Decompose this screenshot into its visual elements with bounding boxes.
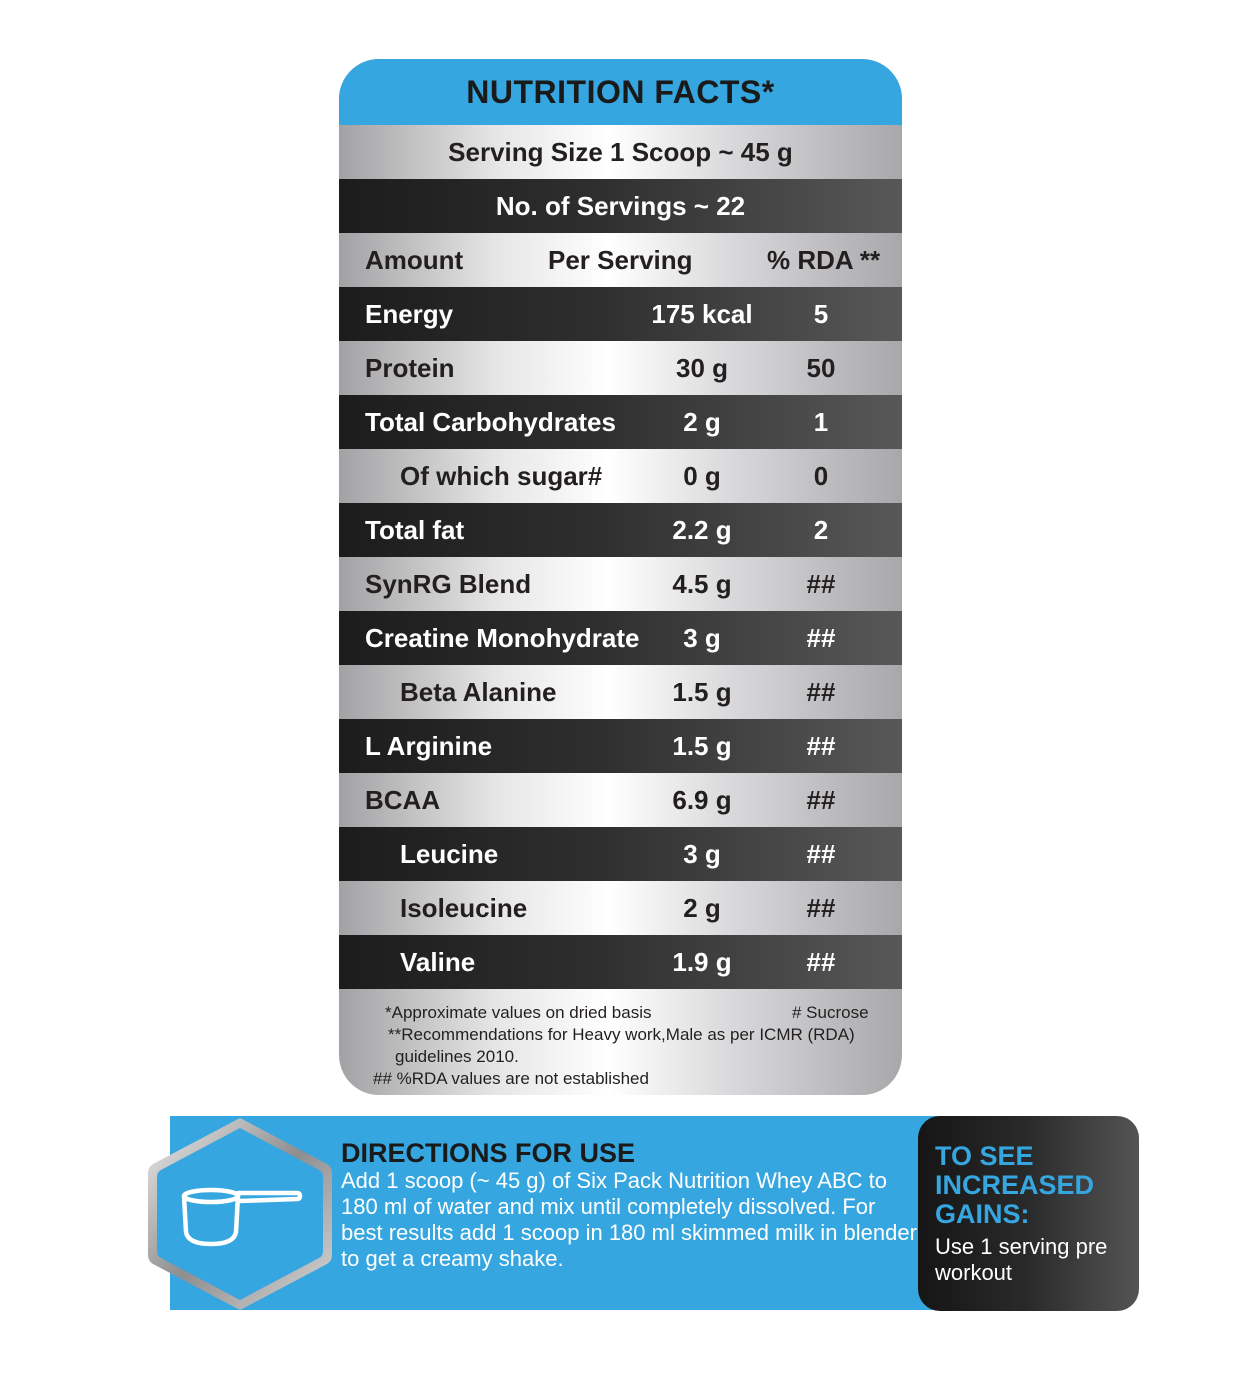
table-row [339, 557, 902, 611]
serving-size-row [339, 125, 902, 179]
nutrient-rda: 0 [813, 461, 829, 491]
nutrient-rda: ## [806, 677, 836, 707]
servings-row [339, 179, 902, 233]
nutrient-amount: 0 g [683, 461, 721, 491]
nutrient-name: Valine [400, 947, 476, 977]
nutrient-name: Creatine Monohydrate [365, 623, 640, 653]
footnote-approx: *Approximate values on dried basis [385, 1003, 652, 1022]
directions-title: DIRECTIONS FOR USE [341, 1138, 636, 1168]
gains-text: Use 1 serving pre workout [935, 1234, 1108, 1285]
table-row [339, 341, 902, 395]
gains-box [918, 1116, 1139, 1311]
nutrient-amount: 3 g [683, 623, 721, 653]
nutrition-title: NUTRITION FACTS* [339, 59, 902, 125]
table-header-row [339, 233, 902, 287]
nutrient-amount: 4.5 g [672, 569, 732, 599]
nutrient-name: Protein [365, 353, 455, 383]
nutrient-rda: ## [806, 569, 836, 599]
table-row [339, 611, 902, 665]
nutrient-name: Isoleucine [400, 893, 528, 923]
table-row [339, 503, 902, 557]
table-row [339, 287, 902, 341]
nutrient-rda: 2 [813, 515, 829, 545]
nutrient-amount: 2 g [683, 407, 721, 437]
table-row [339, 773, 902, 827]
nutrient-name: Of which sugar# [400, 461, 603, 491]
nutrient-rda: ## [806, 893, 836, 923]
nutrient-rda: 50 [806, 353, 836, 383]
nutrient-rda: 5 [813, 299, 829, 329]
measuring-scoop-icon [145, 1114, 335, 1314]
table-row [339, 395, 902, 449]
nutrient-amount: 1.5 g [672, 677, 732, 707]
footnote-recommendation: **Recommendations for Heavy work,Male as per ICMR (RDA) [388, 1025, 855, 1044]
header-per-serving: Per Serving [548, 245, 693, 275]
table-row [339, 665, 902, 719]
table-row [339, 881, 902, 935]
nutrient-amount: 6.9 g [672, 785, 732, 815]
table-row [339, 827, 902, 881]
nutrient-rda: ## [806, 785, 836, 815]
nutrient-name: SynRG Blend [365, 569, 532, 599]
footnote-recommendation-cont: guidelines 2010. [395, 1047, 519, 1066]
table-row [339, 935, 902, 989]
table-row [339, 719, 902, 773]
nutrient-amount: 1.9 g [672, 947, 732, 977]
nutrient-amount: 30 g [675, 353, 729, 383]
serving-size: Serving Size 1 Scoop ~ 45 g [448, 137, 793, 167]
nutrient-name: Total fat [365, 515, 465, 545]
nutrient-rda: ## [806, 623, 836, 653]
gains-title: TO SEE INCREASED GAINS: [935, 1141, 1095, 1229]
nutrient-amount: 3 g [683, 839, 721, 869]
nutrient-rda: 1 [813, 407, 829, 437]
nutrient-name: Leucine [400, 839, 499, 869]
nutrient-rda: ## [806, 731, 836, 761]
nutrient-amount: 2 g [683, 893, 721, 923]
nutrient-name: Energy [365, 299, 454, 329]
nutrient-rda: ## [806, 947, 836, 977]
footnote-sucrose: # Sucrose [792, 1003, 869, 1022]
servings-count: No. of Servings ~ 22 [495, 191, 746, 221]
nutrient-name: Beta Alanine [400, 677, 557, 707]
header-amount: Amount [365, 245, 464, 275]
nutrient-amount: 175 kcal [651, 299, 753, 329]
nutrient-name: Total Carbohydrates [365, 407, 616, 437]
directions-text: Add 1 scoop (~ 45 g) of Six Pack Nutrition Whey ABC to 180 ml of water and mix until completely dissolved. For best results add 1 scoop in 180 ml skimmed milk in blender to get a creamy shake. [341, 1168, 917, 1271]
nutrient-name: L Arginine [365, 731, 493, 761]
nutrient-name: BCAA [365, 785, 441, 815]
nutrient-rda: ## [806, 839, 836, 869]
table-row [339, 449, 902, 503]
nutrient-amount: 2.2 g [672, 515, 732, 545]
footnote-not-established: ## %RDA values are not established [373, 1069, 649, 1088]
header-rda: % RDA ** [767, 245, 881, 275]
nutrient-amount: 1.5 g [672, 731, 732, 761]
nutrition-facts-panel [339, 59, 902, 1095]
